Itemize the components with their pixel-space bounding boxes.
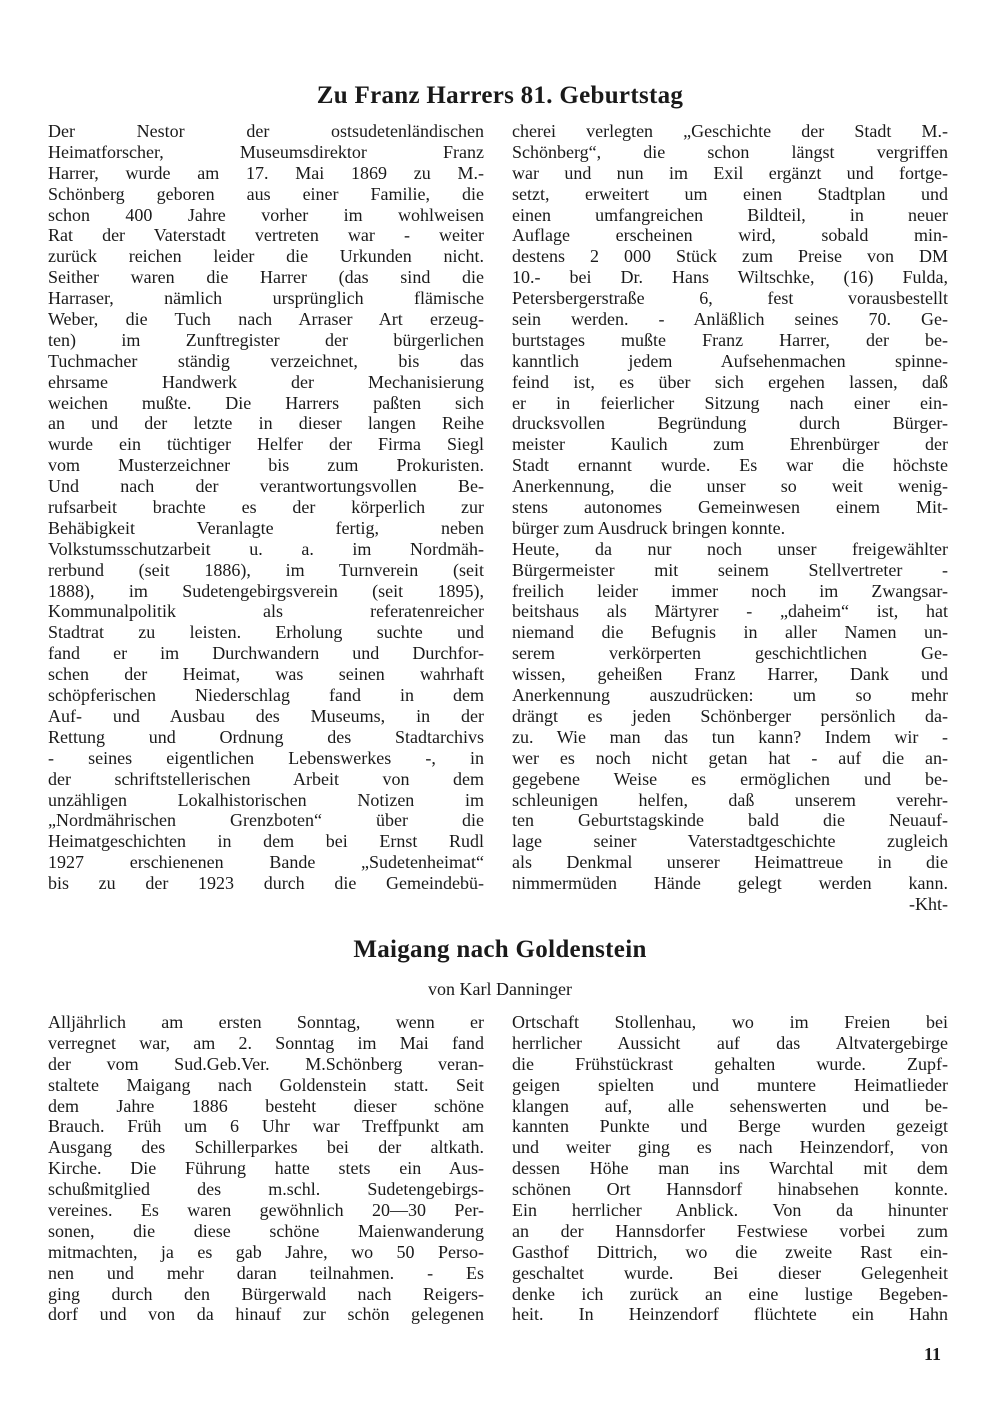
text-line: destens 2 000 Stück zum Preise von DM [512, 246, 948, 267]
text-line: Brauch. Früh um 6 Uhr war Treffpunkt am [48, 1116, 484, 1137]
text-line: meister Kaulich zum Ehrenbürger der [512, 434, 948, 455]
text-line: Stadt ernannt wurde. Es war die höchste [512, 455, 948, 476]
text-line: bürger zum Ausdruck bringen konnte. [512, 517, 786, 538]
text-line: ten) im Zunftregister der bürgerlichen [48, 329, 484, 350]
text-line: cherei verlegten „Geschichte der Stadt M.- [512, 121, 948, 141]
text-line: sonen, die diese schöne Maienwanderung [48, 1220, 484, 1241]
article1-right-column [512, 121, 948, 894]
text-line: schöpferischen Niederschlag fand in dem [48, 685, 484, 706]
text-line: schon 400 Jahre vorher im wohlweisen [48, 204, 484, 225]
text-line: drängt es jeden Schönberger persönlich da- [512, 705, 948, 726]
text-line: wissen, geheißen Franz Harrer, Dank und [512, 664, 948, 685]
text-line: dem Jahre 1886 besteht dieser schöne [48, 1095, 484, 1116]
text-line: unzähligen Lokalhistorischen Notizen im [48, 789, 484, 810]
text-line: lage seiner Vaterstadtgeschichte zugleich [512, 831, 948, 852]
text-line: ging durch den Bürgerwald nach Reigers- [48, 1283, 484, 1304]
text-line: verregnet war, am 2. Sonntag im Mai fand [48, 1032, 484, 1053]
article-title: Maigang nach Goldenstein [353, 936, 647, 963]
text-line: burtstages mußte Franz Harrer, der be- [512, 329, 948, 350]
text-line: Ausgang des Schillerparkes bei der altkath. [48, 1137, 484, 1158]
text-line: Ortschaft Stollenhau, wo im Freien bei [512, 1012, 948, 1032]
text-line: dessen Höhe man ins Warchtal mit dem [512, 1158, 948, 1179]
text-line: rufsarbeit brachte es der körperlich zur [48, 497, 484, 518]
text-line: stens autonomes Gemeinwesen einem Mit- [512, 497, 948, 518]
text-line: Heute, da nur noch unser freigewählter [512, 538, 948, 559]
text-line: Gasthof Dittrich, wo die zweite Rast ein- [512, 1241, 948, 1262]
text-line: wurde ein tüchtiger Helfer der Firma Siegl [48, 434, 484, 455]
text-line: bis zu der 1923 durch die Gemeindebü- [48, 873, 484, 894]
text-line: gegebene Weise es ermöglichen und be- [512, 768, 948, 789]
article-signature: -Kht- [909, 894, 948, 914]
text-line: Auflage erscheinen wird, sobald min- [512, 225, 948, 246]
article1-signature-wrap [512, 894, 948, 915]
text-line: zurück reichen leider die Urkunden nicht. [48, 246, 484, 267]
text-line: der vom Sud.Geb.Ver. M.Schönberg veran- [48, 1053, 484, 1074]
text-line: als Denkmal unserer Heimattreue in die [512, 852, 948, 873]
text-line: herrlicher Aussicht auf das Altvatergebirge [512, 1032, 948, 1053]
text-line: Heimatforscher, Museumsdirektor Franz [48, 141, 484, 162]
text-line: einen umfangreichen Bildteil, in neuer [512, 204, 948, 225]
article2-right-column [512, 1012, 948, 1325]
text-line: kannten Punkte und Berge wurden gezeigt [512, 1116, 948, 1137]
article-title: Zu Franz Harrers 81. Geburtstag [316, 82, 684, 109]
text-line: Der Nestor der ostsudetenländischen [48, 121, 484, 141]
text-line: wer es noch nicht getan hat - auf die an- [512, 747, 948, 768]
article1-left-column [48, 121, 484, 894]
text-line: Auf- und Ausbau des Museums, in der [48, 705, 484, 726]
text-line: niemand die Befugnis in aller Namen un- [512, 622, 948, 643]
text-line: geigen spielten und muntere Heimatlieder [512, 1074, 948, 1095]
text-line: Stadtrat zu leisten. Erholung suchte und [48, 622, 484, 643]
text-line: Rettung und Ordnung des Stadtarchivs [48, 726, 484, 747]
text-line: Ein herrlicher Anblick. Von da hinunter [512, 1200, 948, 1221]
text-line: der schriftstellerischen Arbeit von dem [48, 768, 484, 789]
text-line: nen und mehr daran teilnahmen. - Es [48, 1262, 484, 1283]
text-line: Kirche. Die Führung hatte stets ein Aus- [48, 1158, 484, 1179]
text-line: Alljährlich am ersten Sonntag, wenn er [48, 1012, 484, 1032]
text-line: er in feierlicher Sitzung nach einer ein- [512, 392, 948, 413]
article2-left-column [48, 1012, 484, 1325]
text-line: Schönberg geboren aus einer Familie, die [48, 183, 484, 204]
text-line: Kommunalpolitik als referatenreicher [48, 601, 484, 622]
text-line: rerbund (seit 1886), im Turnverein (seit [48, 559, 484, 580]
text-line: nimmermüden Hände gelegt werden kann. [512, 873, 948, 894]
text-line: die Frühstückrast gehalten wurde. Zupf- [512, 1053, 948, 1074]
text-line: - seines eigentlichen Lebenswerkes -, in [48, 747, 484, 768]
text-line: staltete Maigang nach Goldenstein statt. Seit [48, 1074, 484, 1095]
text-line: feind ist, es über sich ergehen lassen, daß [512, 371, 948, 392]
text-line: schußmitglied des m.schl. Sudetengebirgs- [48, 1179, 484, 1200]
text-line: setzt, erweitert um einen Stadtplan und [512, 183, 948, 204]
text-line: Und nach der verantwortungsvollen Be- [48, 476, 484, 497]
text-line: und weiter ging es nach Heinzendorf, von [512, 1137, 948, 1158]
text-line: an der Hannsdorfer Festwiese vorbei zum [512, 1220, 948, 1241]
page-number: 11 [924, 1344, 942, 1364]
text-line: ten Geburtstagskinde bald die Neuauf- [512, 810, 948, 831]
text-line: dorf und von da hinauf zur schön gelegenen [48, 1304, 484, 1325]
text-line: weichen mußte. Die Harrers paßten sich [48, 392, 484, 413]
text-line: 1927 erschienenen Bande „Sudetenheimat“ [48, 852, 484, 873]
text-line: Bürgermeister mit seinem Stellvertreter - [512, 559, 948, 580]
text-line: Petersbergerstraße 6, fest vorausbestellt [512, 288, 948, 309]
text-line: Behäbigkeit Veranlagte fertig, neben [48, 517, 484, 538]
text-line: kanntlich jedem Aufsehenmachen spinne- [512, 350, 948, 371]
text-line: klangen auf, alle sehenswerten und be- [512, 1095, 948, 1116]
text-line: 10.- bei Dr. Hans Wiltschke, (16) Fulda, [512, 267, 948, 288]
text-line: beitshaus als Märtyrer - „daheim“ ist, hat [512, 601, 948, 622]
text-line: schönen Ort Hannsdorf hinabsehen konnte. [512, 1179, 948, 1200]
text-line: mitmachten, ja es gab Jahre, wo 50 Perso- [48, 1241, 484, 1262]
text-line: „Nordmährischen Grenzboten“ über die [48, 810, 484, 831]
text-line: schleunigen helfen, daß unserem verehr- [512, 789, 948, 810]
text-line: freilich leider immer noch im Zwangsar- [512, 580, 948, 601]
text-line: vereines. Es waren gewöhnlich 20—30 Per- [48, 1200, 484, 1221]
text-line: fand er im Durchwandern und Durchfor- [48, 643, 484, 664]
text-line: geschaltet wurde. Bei dieser Gelegenheit [512, 1262, 948, 1283]
text-line: Rat der Vaterstadt vertreten war - weiter [48, 225, 484, 246]
text-line: Volkstumsschutzarbeit u. a. im Nordmäh- [48, 538, 484, 559]
text-line: ehrsame Handwerk der Mechanisierung [48, 371, 484, 392]
article-byline: von Karl Danninger [428, 979, 572, 999]
text-line: denke ich zurück an eine lustige Begeben- [512, 1283, 948, 1304]
text-line: Heimatgeschichten in dem bei Ernst Rudl [48, 831, 484, 852]
text-line: 1888), im Sudetengebirgsverein (seit 1895), [48, 580, 484, 601]
text-line: Weber, die Tuch nach Arraser Art erzeug- [48, 309, 484, 330]
text-line: sein werden. - Anläßlich seines 70. Ge- [512, 309, 948, 330]
text-line: schen der Heimat, was seinen wahrhaft [48, 664, 484, 685]
text-line: drucksvollen Begründung durch Bürger- [512, 413, 948, 434]
text-line: Schönberg“, die schon längst vergriffen [512, 141, 948, 162]
text-line: Seither waren die Harrer (das sind die [48, 267, 484, 288]
text-line: Anerkennung auszudrücken: um so mehr [512, 685, 948, 706]
text-line: war und nun im Exil ergänzt und fortge- [512, 162, 948, 183]
text-line: an und der letzte in dieser langen Reihe [48, 413, 484, 434]
text-line: Anerkennung, die unser so weit wenig- [512, 476, 948, 497]
text-line: vom Musterzeichner bis zum Prokuristen. [48, 455, 484, 476]
text-line: serem verkörperten geschichtlichen Ge- [512, 643, 948, 664]
text-line: heit. In Heinzendorf flüchtete ein Hahn [512, 1304, 948, 1325]
text-line: Harraser, nämlich ursprünglich flämische [48, 288, 484, 309]
text-line: zu. Wie man das tun kann? Indem wir - [512, 726, 948, 747]
text-line: Harrer, wurde am 17. Mai 1869 zu M.- [48, 162, 484, 183]
text-line: Tuchmacher ständig verzeichnet, bis das [48, 350, 484, 371]
